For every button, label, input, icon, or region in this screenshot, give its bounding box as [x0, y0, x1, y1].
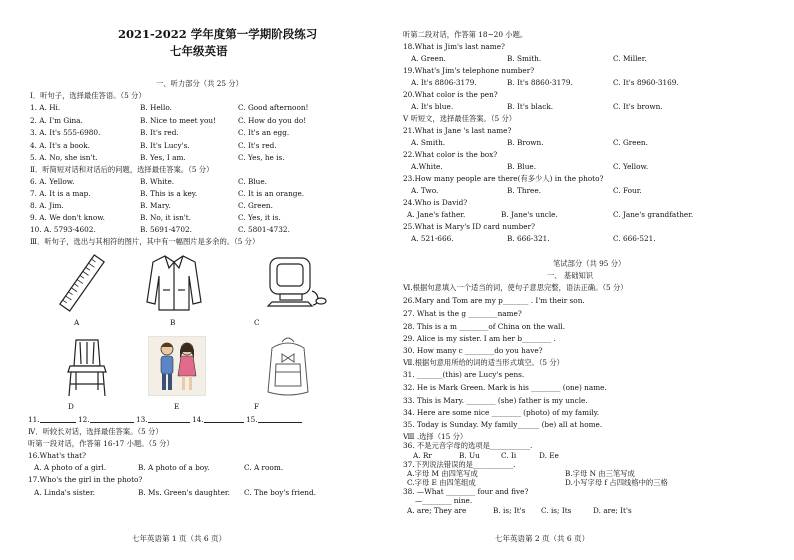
page-footer-left: 七年英语第 1 页（共 6 页）: [132, 534, 227, 543]
q3-option-b: B. It's red.: [140, 128, 179, 137]
q37-question: 37.下列说法错误的是___________.: [403, 460, 516, 469]
q7-option-b: B. This is a key.: [140, 189, 198, 198]
q20-option-c: C. It's brown.: [613, 102, 663, 111]
q28-question: 28. This is a m ________of China on the wall.: [403, 322, 566, 331]
part8-instruction: Ⅷ .选择（15 分）: [403, 432, 468, 441]
q19-option-c: C. It's 8960-3169.: [613, 78, 679, 87]
picture-label-b: B: [170, 318, 176, 327]
q38-option-a: A. are; They are: [407, 506, 467, 515]
q25-option-c: C. 666-521.: [613, 234, 656, 243]
part2-instruction: Ⅱ．听简短对话和对话后的问题，选择最佳答案。（5 分）: [30, 165, 214, 174]
q17-option-c: C. The boy's friend.: [244, 488, 316, 497]
q8-option-b: B. Mary.: [140, 201, 171, 210]
q33-question: 33. This is Mary. ________ (she) father is my uncle.: [403, 396, 588, 405]
two-children-picture: [148, 336, 206, 396]
blank-14-line[interactable]: [204, 422, 244, 423]
q35-question: 35. Today is Sunday. My family______ (be) all at home.: [403, 420, 603, 429]
q1-option-b: B. Hello.: [140, 103, 172, 112]
blank-12-line[interactable]: [90, 422, 134, 423]
q19-option-a: A. It's 8806-3179.: [411, 78, 477, 87]
q1-option-a: 1. A. Hi.: [30, 103, 61, 112]
blank-15-label: 15.: [246, 415, 258, 424]
q37-option-d: D.小写字母 f 占四线格中的三格: [565, 478, 668, 487]
jacket-picture: [143, 252, 205, 314]
q37-option-c: C.字母 E 由四笔组成: [407, 478, 476, 487]
picture-label-d: D: [68, 402, 74, 411]
blank-11-line[interactable]: [40, 422, 76, 423]
q38-option-d: D. are; It's: [593, 506, 632, 515]
q9-option-b: B. No, it isn't.: [140, 213, 192, 222]
q8-option-a: 8. A. Jim.: [30, 201, 64, 210]
q5-option-b: B. Yes, I am.: [140, 153, 186, 162]
blank-12-label: 12.: [78, 415, 90, 424]
q1-option-c: C. Good afternoon!: [238, 103, 309, 112]
section-listening-heading: 一、听力部分（共 25 分）: [156, 79, 243, 88]
q17-question: 17.Who's the girl in the photo?: [28, 475, 143, 484]
q32-question: 32. He is Mark Green. Mark is his ________ (one) name.: [403, 383, 607, 392]
ruler-picture: [52, 253, 112, 313]
q22-option-b: B. Blue.: [507, 162, 537, 171]
q29-question: 29. Alice is my sister. I am her b________ .: [403, 334, 556, 343]
blank-15-line[interactable]: [258, 422, 302, 423]
q21-option-c: C. Green.: [613, 138, 648, 147]
q31-question: 31. _______(this) are Lucy's pens.: [403, 370, 525, 379]
q6-option-b: B. White.: [140, 177, 175, 186]
part6-instruction: Ⅵ.根据句意填入一个适当的词，使句子意思完整，语法正确。（5 分）: [403, 283, 628, 292]
q4-option-a: 4. A. It's a book.: [30, 141, 90, 150]
part1-instruction: Ⅰ．听句子，选择最佳答语。（5 分）: [30, 91, 146, 100]
q22-option-c: C. Yellow.: [613, 162, 649, 171]
q2-option-c: C. How do you do!: [238, 116, 307, 125]
part5-instruction: Ⅴ 听短文，选择最佳答案。（5 分）: [403, 114, 517, 123]
q36-option-a: A. Rr: [413, 451, 432, 460]
q23-question: 23.How many people are there(有多少人) in the photo?: [403, 174, 604, 183]
q8-option-c: C. Green.: [238, 201, 273, 210]
q4-option-b: B. It's Lucy's.: [140, 141, 190, 150]
dialog2-instruction: 听第二段对话，作答第 18~20 小题。: [403, 30, 528, 39]
q6-option-c: C. Blue.: [238, 177, 267, 186]
blank-11-label: 11.: [28, 415, 40, 424]
q9-option-a: 9. A. We don't know.: [30, 213, 105, 222]
q24-option-b: B. Jane's uncle.: [501, 210, 558, 219]
q3-option-a: 3. A. It's 555-6980.: [30, 128, 101, 137]
q21-question: 21.What is Jane 's last name?: [403, 126, 512, 135]
q2-option-b: B. Nice to meet you!: [140, 116, 217, 125]
q6-option-a: 6. A. Yellow.: [30, 177, 75, 186]
q20-question: 20.What color is the pen?: [403, 90, 498, 99]
backpack-picture: [262, 334, 314, 398]
q38-question-line2: —________ nine.: [415, 496, 473, 505]
chair-picture: [62, 336, 112, 398]
part4-instruction: Ⅳ．听较长对话，选择最佳答案。（5 分）: [28, 427, 163, 436]
q16-question: 16.What's that?: [28, 451, 86, 460]
q36-option-c: C. Ii: [501, 451, 517, 460]
q3-option-c: C. It's an egg.: [238, 128, 290, 137]
q19-option-b: B. It's 8860-3179.: [507, 78, 573, 87]
part3-instruction: Ⅲ．听句子，选出与其相符的图片，其中有一幅图片是多余的。（5 分）: [30, 237, 260, 246]
q27-question: 27. What is the g ________name?: [403, 309, 522, 318]
q7-option-a: 7. A. It is a map.: [30, 189, 91, 198]
q5-option-c: C. Yes, he is.: [238, 153, 285, 162]
q10-option-b: B. 5691-4702.: [140, 225, 192, 234]
part7-instruction: Ⅶ.根据句意用所给的词的适当形式填空。（5 分）: [403, 358, 564, 367]
blank-13-line[interactable]: [148, 422, 190, 423]
q22-option-a: A.White.: [411, 162, 443, 171]
exam-title: 2021-2022 学年度第一学期阶段练习: [118, 27, 318, 41]
dialog1-instruction: 听第一段对话，作答第 16-17 小题。（5 分）: [28, 439, 174, 448]
picture-label-f: F: [254, 402, 260, 411]
q17-option-b: B. Ms. Green's daughter.: [138, 488, 230, 497]
picture-label-a: A: [74, 318, 80, 327]
q38-question-line1: 38. —What ________ four and five?: [403, 487, 529, 496]
q2-option-a: 2. A. I'm Gina.: [30, 116, 83, 125]
exam-subtitle: 七年级英语: [170, 44, 228, 58]
basics-heading: 一、 基础知识: [547, 271, 594, 280]
q36-option-d: D. Ee: [539, 451, 559, 460]
q19-question: 19.What's Jim's telephone number?: [403, 66, 535, 75]
written-section-heading: 笔试部分（共 95 分）: [553, 259, 626, 268]
q37-option-b: B.字母 N 由三笔写成: [565, 469, 635, 478]
q24-question: 24.Who is David?: [403, 198, 468, 207]
q36-option-b: B. Uu: [459, 451, 480, 460]
q25-question: 25.What is Mary's ID card number?: [403, 222, 535, 231]
q23-option-c: C. Four.: [613, 186, 642, 195]
q34-question: 34. Here are some nice ________ (photo) of my family.: [403, 408, 600, 417]
q17-option-a: A. Linda's sister.: [34, 488, 95, 497]
q7-option-c: C. It is an orange.: [238, 189, 305, 198]
picture-label-c: C: [254, 318, 260, 327]
computer-picture: [266, 255, 330, 307]
q36-question: 36. 不是元音字母的选项是___________.: [403, 441, 533, 450]
q38-option-c: C. is; Its: [541, 506, 572, 515]
q25-option-a: A. 521-666.: [411, 234, 454, 243]
q37-option-a: A.字母 M 由四笔写成: [407, 469, 478, 478]
q4-option-c: C. It's red.: [238, 141, 277, 150]
q18-option-c: C. Miller.: [613, 54, 647, 63]
q5-option-a: 5. A. No, she isn't.: [30, 153, 98, 162]
q16-option-a: A. A photo of a girl.: [34, 463, 107, 472]
picture-label-e: E: [174, 402, 180, 411]
q24-option-a: A. Jane's father.: [407, 210, 466, 219]
q18-option-b: B. Smith.: [507, 54, 542, 63]
q9-option-c: C. Yes, it is.: [238, 213, 281, 222]
q23-option-b: B. Three.: [507, 186, 542, 195]
q18-option-a: A. Green.: [411, 54, 446, 63]
q23-option-a: A. Two.: [411, 186, 439, 195]
q20-option-b: B. It's black.: [507, 102, 554, 111]
q38-option-b: B. is; It's: [493, 506, 526, 515]
q20-option-a: A. It's blue.: [411, 102, 454, 111]
q30-question: 30. How many c ________do you have?: [403, 346, 543, 355]
q10-option-c: C. 5801-4732.: [238, 225, 290, 234]
q26-question: 26.Mary and Tom are my p_______ . I'm their son.: [403, 296, 585, 305]
q21-option-a: A. Smith.: [411, 138, 446, 147]
page-footer-right: 七年英语第 2 页（共 6 页）: [495, 534, 590, 543]
q25-option-b: B. 666-321.: [507, 234, 550, 243]
blank-14-label: 14.: [192, 415, 204, 424]
blank-13-label: 13.: [136, 415, 148, 424]
q22-question: 22.What color is the box?: [403, 150, 498, 159]
q16-option-b: B. A photo of a boy.: [138, 463, 210, 472]
page-right: [397, 0, 794, 560]
q24-option-c: C. Jane's grandfather.: [613, 210, 694, 219]
q18-question: 18.What is Jim's last name?: [403, 42, 505, 51]
q16-option-c: C. A room.: [244, 463, 284, 472]
q21-option-b: B. Brown.: [507, 138, 544, 147]
q10-option-a: 10. A. 5793-4602.: [30, 225, 96, 234]
